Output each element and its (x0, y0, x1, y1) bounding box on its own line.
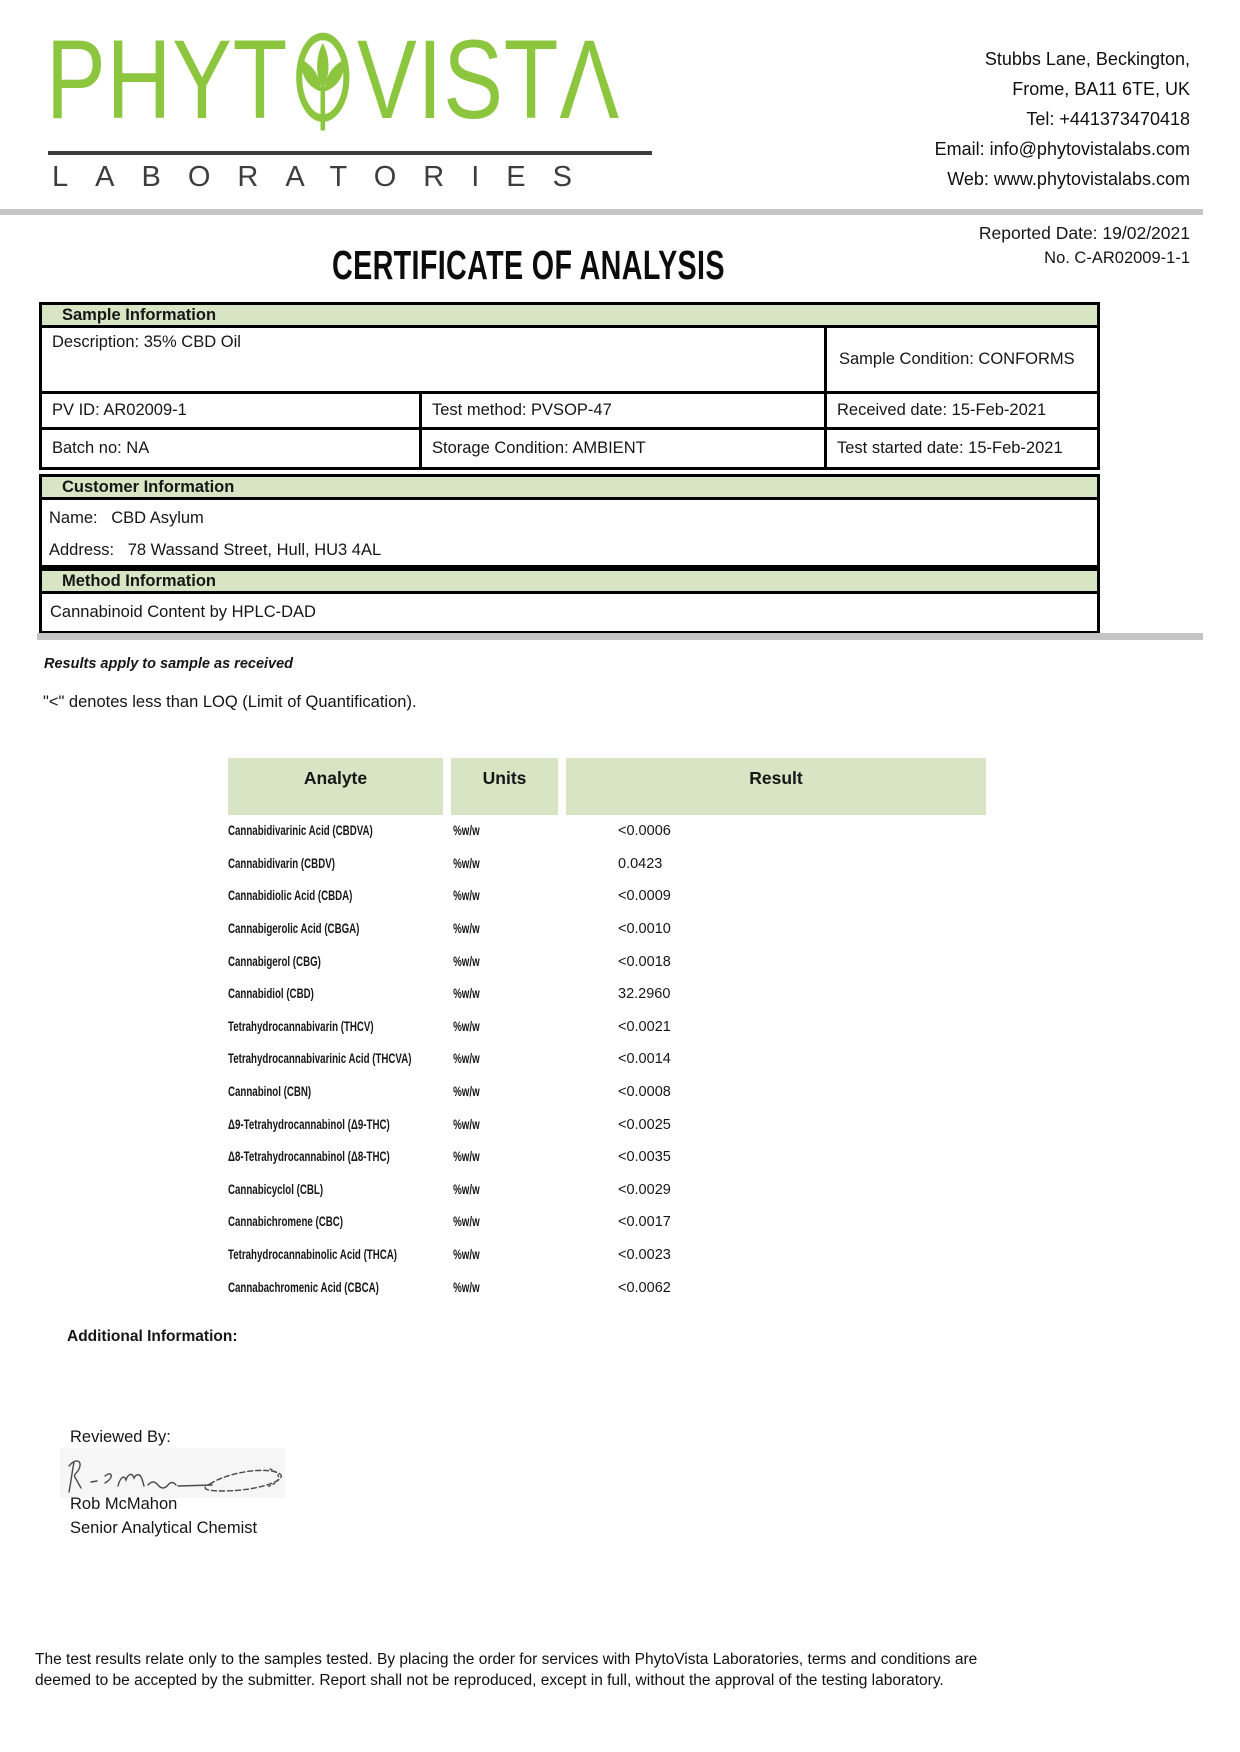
analyte-name: Cannabigerol (CBG) (228, 953, 321, 969)
note-loq: "<" denotes less than LOQ (Limit of Quantification). (43, 693, 417, 711)
result-value: <0.0023 (618, 1247, 671, 1264)
units-value: %w/w (453, 1116, 480, 1132)
sample-information-heading: Sample Information (39, 302, 1100, 328)
sample-condition: Sample Condition: CONFORMS (827, 328, 1097, 391)
table-row (228, 1239, 986, 1272)
units-value: %w/w (453, 1181, 480, 1197)
result-value: <0.0009 (618, 888, 671, 905)
method-information-heading: Method Information (39, 568, 1100, 594)
table-row (228, 1271, 986, 1304)
result-value: <0.0018 (618, 953, 671, 970)
results-table-header (228, 758, 986, 815)
logo-text-phyt: PHYT (46, 17, 289, 142)
customer-information-body (39, 500, 1100, 568)
table-row (228, 1108, 986, 1141)
result-value: 0.0423 (618, 855, 663, 872)
reviewer-block (70, 1492, 257, 1540)
result-value: <0.0021 (618, 1018, 671, 1035)
analyte-name: Δ9-Tetrahydrocannabinol (Δ9-THC) (228, 1116, 390, 1132)
contact-address-line2: Frome, BA11 6TE, UK (1012, 79, 1190, 99)
contact-email: Email: info@phytovistalabs.com (934, 139, 1190, 159)
reviewed-by-label: Reviewed By: (70, 1428, 171, 1446)
logo-underline (48, 151, 652, 155)
units-value: %w/w (453, 1084, 480, 1100)
units-value: %w/w (453, 1051, 480, 1067)
units-value: %w/w (453, 823, 480, 839)
note-results-apply: Results apply to sample as received (44, 656, 294, 672)
table-row (228, 913, 986, 946)
reviewer-name: Rob McMahon (70, 1495, 178, 1513)
reviewer-role: Senior Analytical Chemist (70, 1519, 258, 1537)
result-value: <0.0010 (618, 921, 671, 938)
info-tables (39, 302, 1100, 634)
result-value: <0.0035 (618, 1149, 671, 1166)
logo-text-a: Λ (559, 17, 620, 142)
units-value: %w/w (453, 1214, 480, 1230)
table-row (228, 1043, 986, 1076)
units-value: %w/w (453, 986, 480, 1002)
table-row (228, 1206, 986, 1239)
units-value: %w/w (453, 888, 480, 904)
test-method: Test method: PVSOP-47 (422, 394, 824, 427)
analyte-name: Cannabidiol (CBD) (228, 986, 314, 1002)
result-value: <0.0029 (618, 1181, 671, 1198)
header-units: Units (451, 758, 558, 815)
units-value: %w/w (453, 921, 480, 937)
logo-text-vist: VIST (356, 17, 560, 142)
table-row (228, 978, 986, 1011)
additional-information-heading: Additional Information: (67, 1328, 238, 1345)
analyte-name: Cannabicyclol (CBL) (228, 1181, 324, 1197)
analyte-name: Tetrahydrocannabivarinic Acid (THCVA) (228, 1051, 412, 1067)
result-value: <0.0014 (618, 1051, 671, 1068)
contact-phone: Tel: +441373470418 (1026, 109, 1190, 129)
results-table (228, 758, 986, 1304)
units-value: %w/w (453, 855, 480, 871)
footer-disclaimer (35, 1650, 977, 1691)
header-divider (0, 209, 1203, 215)
table-row (228, 848, 986, 881)
reported-date: Reported Date: 19/02/2021 (978, 223, 1190, 243)
result-value: <0.0025 (618, 1116, 671, 1133)
header-result: Result (566, 758, 986, 815)
units-value: %w/w (453, 1149, 480, 1165)
contact-address-line1: Stubbs Lane, Beckington, (984, 49, 1190, 69)
table-row (228, 880, 986, 913)
customer-information-heading: Customer Information (39, 474, 1100, 500)
customer-address-value: 78 Wassand Street, Hull, HU3 4AL (127, 541, 382, 559)
table-row (228, 815, 986, 848)
contact-web: Web: www.phytovistalabs.com (947, 169, 1190, 189)
footer-line1: The test results relate only to the samples tested. By placing the order for services with PhytoVista Laboratories, terms and conditions are (35, 1651, 978, 1668)
units-value: %w/w (453, 953, 480, 969)
analyte-name: Tetrahydrocannabivarin (THCV) (228, 1018, 374, 1034)
sample-information-table (39, 328, 1100, 470)
analyte-name: Cannabidivarin (CBDV) (228, 855, 335, 871)
lab-contact-block (935, 44, 1190, 194)
analyte-name: Cannabidivarinic Acid (CBDVA) (228, 823, 373, 839)
customer-name-label: Name: (49, 509, 98, 527)
sample-description: Description: 35% CBD Oil (42, 328, 824, 391)
pv-id: PV ID: AR02009-1 (42, 394, 419, 427)
page-title: CERTIFICATE OF ANALYSIS (332, 242, 725, 288)
analyte-name: Δ8-Tetrahydrocannabinol (Δ8-THC) (228, 1149, 390, 1165)
table-row (228, 1011, 986, 1044)
units-value: %w/w (453, 1279, 480, 1295)
report-meta (979, 221, 1190, 270)
customer-address-label: Address: (49, 541, 115, 559)
result-value: <0.0017 (618, 1214, 671, 1231)
analyte-name: Cannabidiolic Acid (CBDA) (228, 888, 353, 904)
method-name: Cannabinoid Content by HPLC-DAD (39, 594, 1100, 634)
test-started-date: Test started date: 15-Feb-2021 (827, 430, 1097, 467)
table-row (228, 1141, 986, 1174)
section-divider (37, 633, 1203, 640)
table-row (228, 945, 986, 978)
analyte-name: Tetrahydrocannabinolic Acid (THCA) (228, 1247, 398, 1263)
customer-name-value: CBD Asylum (111, 509, 204, 527)
table-row (228, 1076, 986, 1109)
analyte-name: Cannabichromene (CBC) (228, 1214, 344, 1230)
storage-condition: Storage Condition: AMBIENT (422, 430, 824, 467)
units-value: %w/w (453, 1247, 480, 1263)
header-analyte: Analyte (228, 758, 443, 815)
analyte-name: Cannabinol (CBN) (228, 1084, 312, 1100)
analyte-name: Cannabachromenic Acid (CBCA) (228, 1279, 379, 1295)
units-value: %w/w (453, 1018, 480, 1034)
result-value: <0.0008 (618, 1084, 671, 1101)
result-value: <0.0062 (618, 1279, 671, 1296)
phytovista-logo (46, 17, 620, 142)
leaf-icon (292, 31, 353, 133)
batch-no: Batch no: NA (42, 430, 419, 467)
received-date: Received date: 15-Feb-2021 (827, 394, 1097, 427)
table-row (228, 1174, 986, 1207)
logo-subtitle: LABORATORIES (52, 161, 599, 193)
report-number: No. C-AR02009-1-1 (1044, 249, 1190, 267)
footer-line2: deemed to be accepted by the submitter. Report shall not be reproduced, except in full, without the approval of the testing laboratory. (35, 1671, 944, 1689)
result-value: 32.2960 (618, 986, 671, 1003)
result-value: <0.0006 (618, 823, 671, 840)
analyte-name: Cannabigerolic Acid (CBGA) (228, 921, 360, 937)
